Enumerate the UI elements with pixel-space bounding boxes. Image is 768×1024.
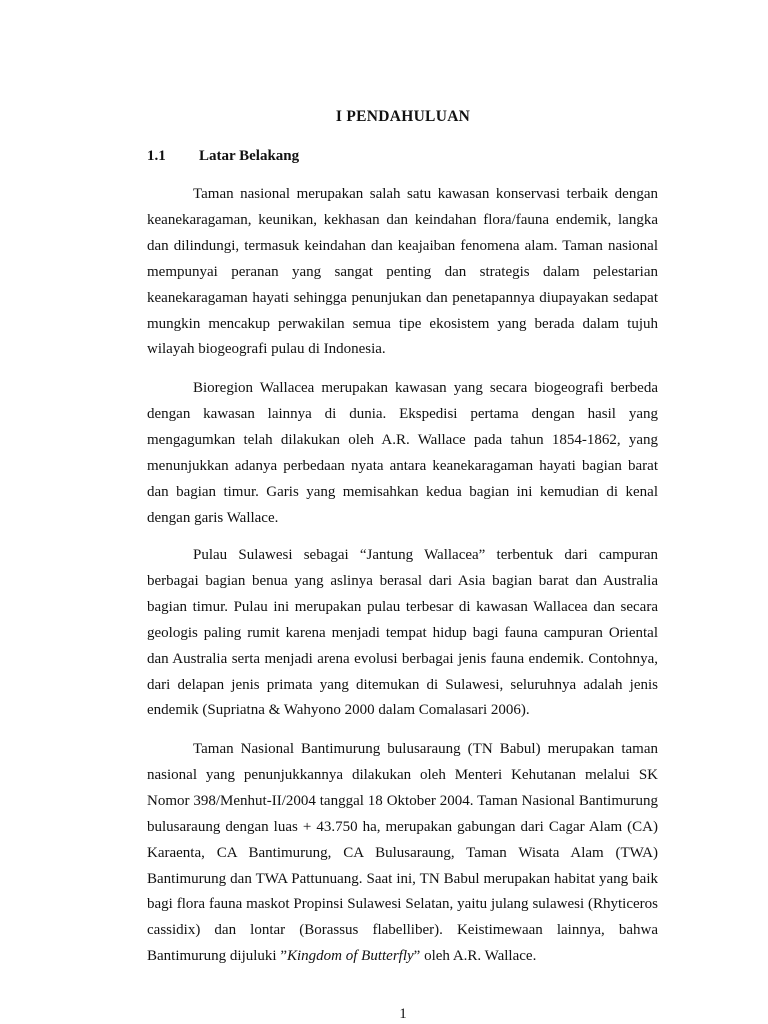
section-heading <box>147 148 299 165</box>
page-number: 1 <box>399 1006 407 1022</box>
paragraph-2: Bioregion Wallacea merupakan kawasan yang secara biogeografi berbeda dengan kawasan lainnya di dunia. Ekspedisi pertama dengan hasil yang mengagumkan telah dilakukan oleh A.R. Wallace pada tahun 1854-1862, yang menunjukkan adanya perbedaan nyata antara keanekaragaman hayati bagian barat dan bagian timur. Garis yang memisahkan kedua bagian ini kemudian di kenal dengan garis Wallace. <box>147 380 658 526</box>
paragraph-4 <box>147 737 658 970</box>
paragraph-4-text: Taman Nasional Bantimurung bulusaraung (TN Babul) merupakan taman nasional yang penunjukkannya dilakukan oleh Menteri Kehutanan melalui SK Nomor 398/Menhut-II/2004 tanggal 18 Oktober 2004. Taman Nasional Bantimurung bulusaraung dengan luas + 43.750 ha, merupakan gabungan dari Cagar Alam (CA) Karaenta, CA Bantimurung, CA Bulusaraung, Taman Wisata Alam (TWA) Bantimurung dan TWA Pattunuang. Saat ini, TN Babul merupakan habitat yang baik bagi flora fauna maskot Propinsi Sulawesi Selatan, yaitu julang sulawesi (Rhyticeros cassidix) dan lontar (Borassus flabelliber). Keistimewaan lainnya, bahwa Bantimurung dijuluki ” <box>147 741 658 965</box>
paragraph-3: Pulau Sulawesi sebagai “Jantung Wallacea” terbentuk dari campuran berbagai bagian benua yang aslinya berasal dari Asia bagian barat dan Australia bagian timur. Pulau ini merupakan pulau terbesar di kawasan Wallacea dan secara geologis paling rumit karena menjadi tempat hidup bagi fauna campuran Oriental dan Australia serta menjadi arena evolusi berbagai jenis fauna endemik. Contohnya, dari delapan jenis primata yang ditemukan di Sulawesi, seluruhnya adalah jenis endemik (Supriatna & Wahyono 2000 dalam Comalasari 2006). <box>147 547 658 719</box>
section-number: 1.1 <box>147 148 166 164</box>
paragraph-4-text-end: ” oleh A.R. Wallace. <box>413 948 537 965</box>
section-title: Latar Belakang <box>199 148 300 164</box>
paragraph-4-italic-term: Kingdom of Butterfly <box>287 948 414 965</box>
paragraph-1: Taman nasional merupakan salah satu kawasan konservasi terbaik dengan keanekaragaman, keunikan, kekhasan dan keindahan flora/fauna endemik, langka dan dilindungi, termasuk keindahan dan keajaiban fenomena alam. Taman nasional mempunyai peranan yang sangat penting dan strategis dalam pelestarian keanekaragaman hayati sehingga penunjukan dan penetapannya diupayakan sedapat mungkin mencakup perwakilan semua tipe ekosistem yang berada dalam tujuh wilayah biogeografi pulau di Indonesia. <box>147 186 658 358</box>
chapter-title: I PENDAHULUAN <box>335 108 471 125</box>
